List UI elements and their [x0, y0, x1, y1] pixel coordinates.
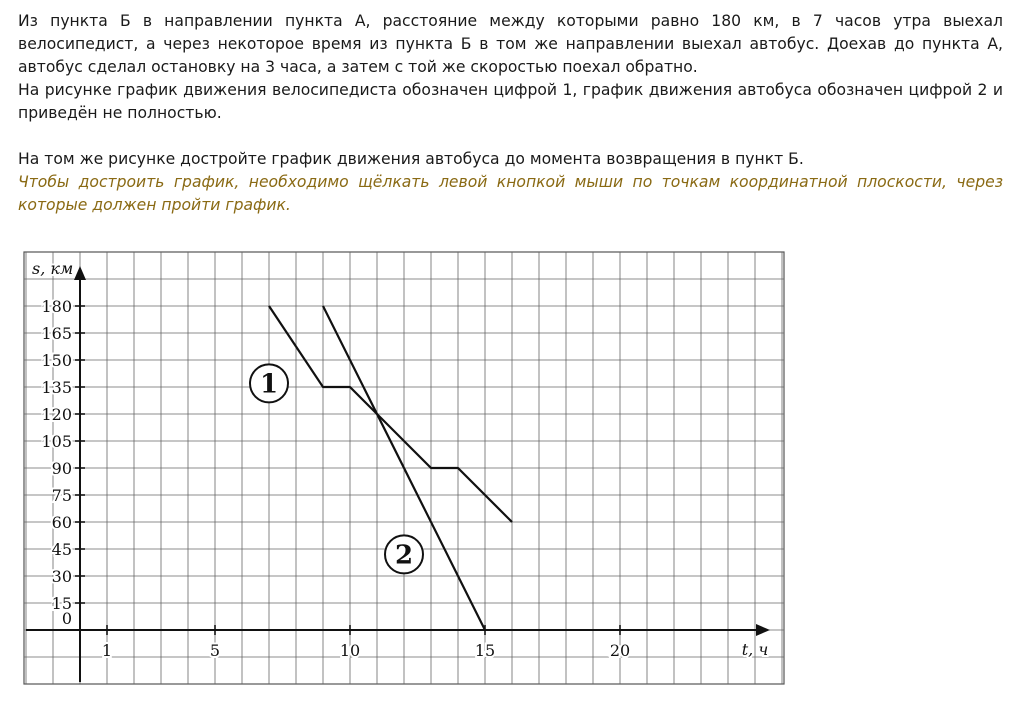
- x-tick-label: 5: [209, 641, 221, 660]
- y-axis-arrow: [74, 266, 86, 280]
- task-text: [18, 10, 1003, 217]
- y-tick-label: 150: [41, 351, 72, 370]
- y-tick-label: 30: [51, 567, 72, 586]
- y-tick-label: 135: [41, 378, 72, 397]
- axes: [26, 266, 770, 682]
- coordinate-plane[interactable]: [18, 246, 788, 706]
- y-tick-label: 165: [41, 324, 72, 343]
- origin-label: 0: [61, 609, 72, 628]
- x-axis-arrow: [756, 624, 770, 636]
- series-labels: [250, 364, 423, 573]
- x-tick-label: 10: [339, 641, 361, 660]
- task-graph-description: На рисунке график движения велосипедиста обозначен цифрой 1, график движения автобуса обозначен цифрой 2 и приведён не полностью.: [18, 81, 1003, 122]
- y-tick-label: 15: [51, 594, 72, 613]
- x-axis-label: t, ч: [741, 640, 769, 659]
- series-label-2: 2: [394, 540, 414, 571]
- y-axis-label: s, км: [32, 259, 74, 278]
- task-hint: Чтобы достроить график, необходимо щёлкать левой кнопкой мыши по точкам координатной плоскости, через которые должен пройти график.: [18, 173, 1003, 214]
- task-condition: Из пункта Б в направлении пункта А, расстояние между которыми равно 180 км, в 7 часов утра выехал велосипедист, а через некоторое время из пункта Б в том же направлении выехал автобус. Доехав до пункта А, автобус сделал остановку на 3 часа, а затем с той же скоростью поехал обратно.: [18, 12, 1003, 76]
- y-tick-label: 180: [41, 297, 72, 316]
- y-tick-label: 105: [41, 432, 72, 451]
- task-question: На том же рисунке достройте график движения автобуса до момента возвращения в пункт Б.: [18, 150, 804, 168]
- x-tick-label: 1: [101, 641, 113, 660]
- y-tick-label: 90: [51, 459, 72, 478]
- series-label-1: 1: [259, 369, 279, 400]
- x-tick-label: 20: [609, 641, 631, 660]
- y-tick-label: 75: [51, 486, 72, 505]
- x-tick-label: 15: [474, 641, 496, 660]
- y-tick-label: 120: [41, 405, 72, 424]
- y-tick-label: 45: [51, 540, 72, 559]
- y-tick-label: 60: [51, 513, 72, 532]
